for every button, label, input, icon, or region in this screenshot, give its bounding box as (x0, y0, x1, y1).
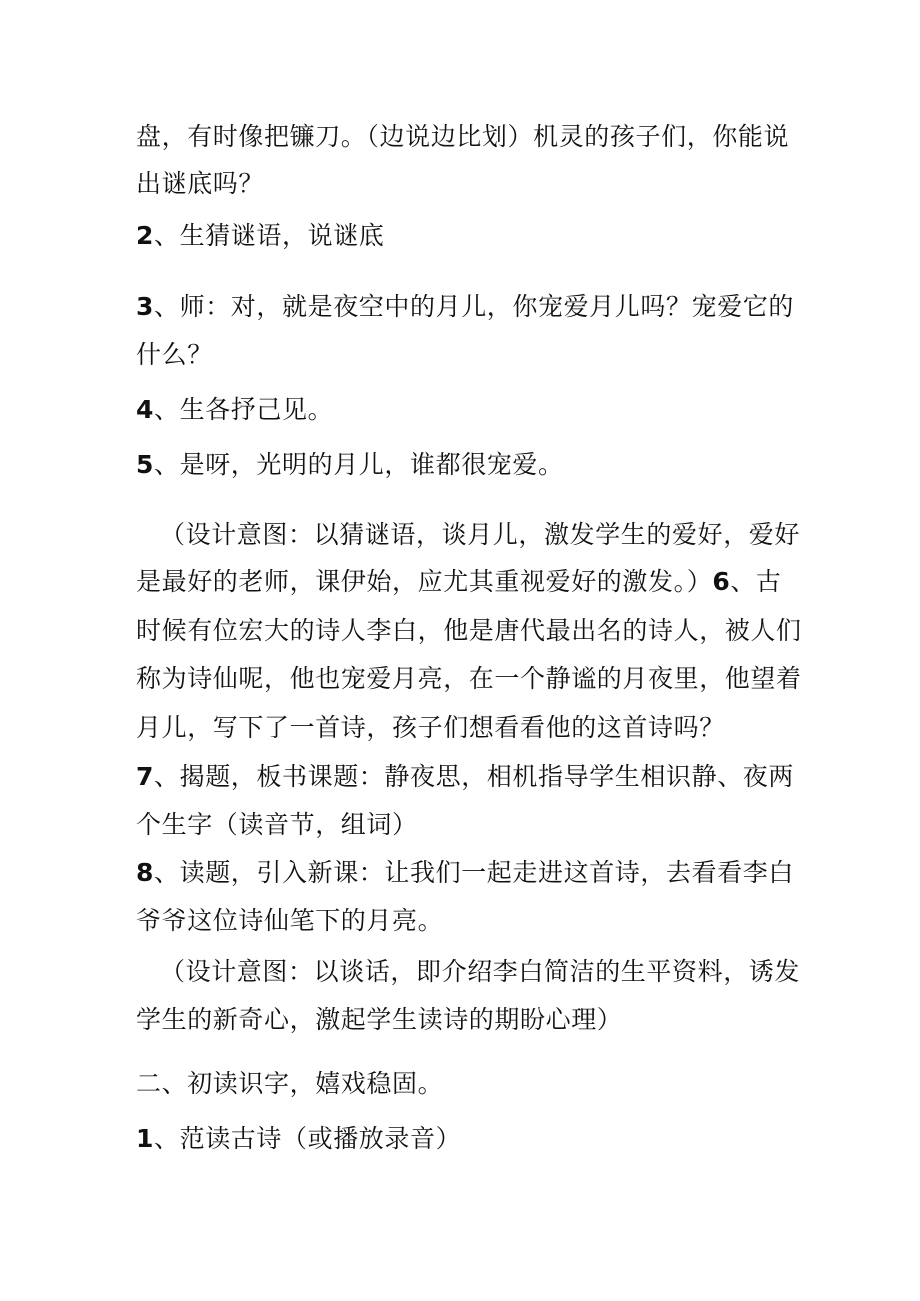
list-item-7: 7、揭题，板书课题：静夜思，相机指导学生相识静、夜两 (136, 762, 795, 791)
item-number: 6 (712, 567, 731, 596)
list-item-2: 2、生猜谜语，说谜底 (136, 221, 385, 250)
paragraph-line: 个生字（读音节，组词） (136, 810, 418, 839)
design-intent-note: （设计意图：以谈话，即介绍李白简洁的生平资料，诱发 (160, 957, 801, 986)
paragraph-line: 出谜底吗？ (136, 169, 265, 198)
paragraph-line: 盘，有时像把镰刀。（边说边比划）机灵的孩子们，你能说 (136, 122, 790, 151)
paragraph-line: 称为诗仙呢，他也宠爱月亮，在一个静谧的月夜里，他望着 (136, 664, 802, 693)
list-item-5: 5、是呀，光明的月儿，谁都很宠爱。 (136, 450, 564, 479)
paragraph-line: 爷爷这位诗仙笔下的月亮。 (136, 906, 444, 935)
paragraph-line: 是最好的老师，课伊始，应尤其重视爱好的激发。）6、古 (136, 567, 782, 596)
list-item-4: 4、生各抒己见。 (136, 395, 334, 424)
design-intent-note: （设计意图：以猜谜语，谈月儿，激发学生的爱好，爱好 (160, 520, 801, 549)
item-number: 5 (136, 450, 154, 479)
paragraph-line: 时候有位宏大的诗人李白，他是唐代最出名的诗人，被人们 (136, 616, 802, 645)
paragraph-line: 月儿，写下了一首诗，孩子们想看看他的这首诗吗？ (136, 713, 725, 742)
list-item-8: 8、读题，引入新课：让我们一起走进这首诗，去看看李白 (136, 858, 795, 887)
item-number: 7 (136, 762, 154, 791)
section-heading: 二、初读识字，嬉戏稳固。 (136, 1069, 444, 1098)
list-item-1: 1、范读古诗（或播放录音） (136, 1124, 462, 1153)
list-item-3: 3、师：对，就是夜空中的月儿，你宠爱月儿吗？宠爱它的 (136, 292, 795, 321)
item-number: 8 (136, 858, 154, 887)
item-number: 4 (136, 395, 154, 424)
item-number: 2 (136, 221, 154, 250)
paragraph-line: 什么？ (136, 340, 213, 369)
item-number: 3 (136, 292, 154, 321)
item-number: 1 (136, 1124, 154, 1153)
paragraph-line: 学生的新奇心，激起学生读诗的期盼心理） (136, 1005, 623, 1034)
